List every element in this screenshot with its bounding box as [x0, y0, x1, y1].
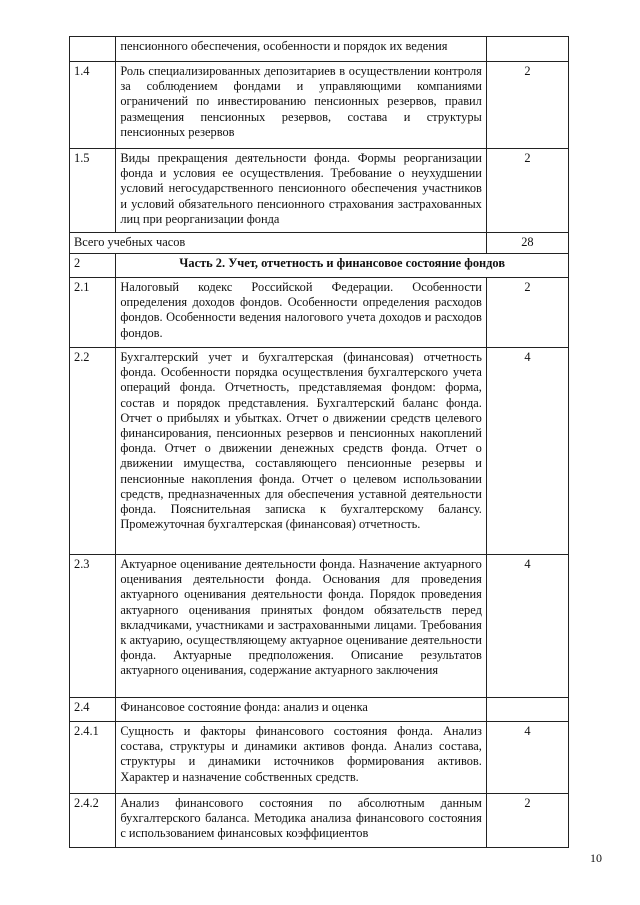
row-hours: 4 [486, 348, 568, 555]
page-number: 10 [590, 851, 602, 865]
table-row [70, 278, 569, 348]
row-hours: 2 [486, 278, 568, 348]
row-hours: 4 [486, 555, 568, 698]
row-description: пенсионного обеспечения, особенности и порядок их ведения [116, 37, 487, 62]
row-number: 2.4.1 [70, 722, 116, 794]
row-number: 2.3 [70, 555, 116, 698]
row-description: Актуарное оценивание деятельности фонда. Назначение актуарного оценивания деятельности фонда. Основания для проведения актуарного оценивания деятельности фонда. Порядок проведения актуарного оценивания принятых фондом обязательств перед вкладчиками, участниками и застрахованными лицами. Требования к актуарию, осуществляющему актуарное оценивание деятельности фонда. Актуарные предположения. Описание результатов актуарного оценивания, содержание актуарного заключения [116, 555, 487, 698]
row-number: 1.4 [70, 62, 116, 149]
table-row [70, 722, 569, 794]
row-description: Налоговый кодекс Российской Федерации. Особенности определения доходов фондов. Особенности определения расходов фондов. Особенности ведения налогового учета доходов и расходов фондов. [116, 278, 487, 348]
part-header-row [70, 254, 569, 278]
row-hours: 4 [486, 722, 568, 794]
row-number: 2.4 [70, 698, 116, 722]
row-number: 2.4.2 [70, 794, 116, 848]
row-description: Финансовое состояние фонда: анализ и оценка [116, 698, 487, 722]
row-hours: 2 [486, 794, 568, 848]
row-hours [486, 698, 568, 722]
part-number: 2 [70, 254, 116, 278]
row-hours: 2 [486, 62, 568, 149]
row-number: 2.1 [70, 278, 116, 348]
row-description: Сущность и факторы финансового состояния фонда. Анализ состава, структуры и динамики активов фонда. Анализ состава, структуры и динамики источников формирования активов. Характер и назначение собственных средств. [116, 722, 487, 794]
row-hours [486, 37, 568, 62]
total-hours: 28 [486, 233, 568, 254]
part-title: Часть 2. Учет, отчетность и финансовое состояние фондов [116, 254, 569, 278]
row-number: 1.5 [70, 149, 116, 233]
row-description: Роль специализированных депозитариев в осуществлении контроля за соблюдением фондами и управляющими компаниями ограничений по инвестированию пенсионных резервов, правил размещения пенсионных резервов, состава и структуры пенсионных резервов [116, 62, 487, 149]
table-row [70, 348, 569, 555]
table-row [70, 698, 569, 722]
table-row [70, 794, 569, 848]
total-row [70, 233, 569, 254]
curriculum-table [69, 36, 569, 848]
table-row [70, 555, 569, 698]
table-row [70, 62, 569, 149]
row-number: 2.2 [70, 348, 116, 555]
row-description: Бухгалтерский учет и бухгалтерская (финансовая) отчетность фонда. Особенности порядка осуществления бухгалтерского учета операций фонда. Отчетность, представляемая фондом: форма, состав и порядок представления. Бухгалтерский баланс фонда. Отчет о прибылях и убытках. Отчет о движении средств целевого финансирования, пенсионных резервов и пенсионных накоплений фонда. Отчет о движении денежных средств фонда. Отчет о движении имущества, составляющего пенсионные резервы и пенсионные накопления фонда. Отчет о целевом использовании средств, предназначенных для обеспечения уставной деятельности фонда. Пояснительная записка к бухгалтерскому балансу. Промежуточная бухгалтерская (финансовая) отчетность. [116, 348, 487, 555]
total-label: Всего учебных часов [70, 233, 487, 254]
row-description: Анализ финансового состояния по абсолютным данным бухгалтерского баланса. Методика анализа финансового состояния с использованием финансовых коэффициентов [116, 794, 487, 848]
table-row [70, 149, 569, 233]
table-row [70, 37, 569, 62]
row-number [70, 37, 116, 62]
row-hours: 2 [486, 149, 568, 233]
row-description: Виды прекращения деятельности фонда. Формы реорганизации фонда и условия ее осуществления. Требование о неухудшении условий негосударственного пенсионного обеспечения участников и условий обязательного пенсионного страхования застрахованных лиц при реорганизации фонда [116, 149, 487, 233]
